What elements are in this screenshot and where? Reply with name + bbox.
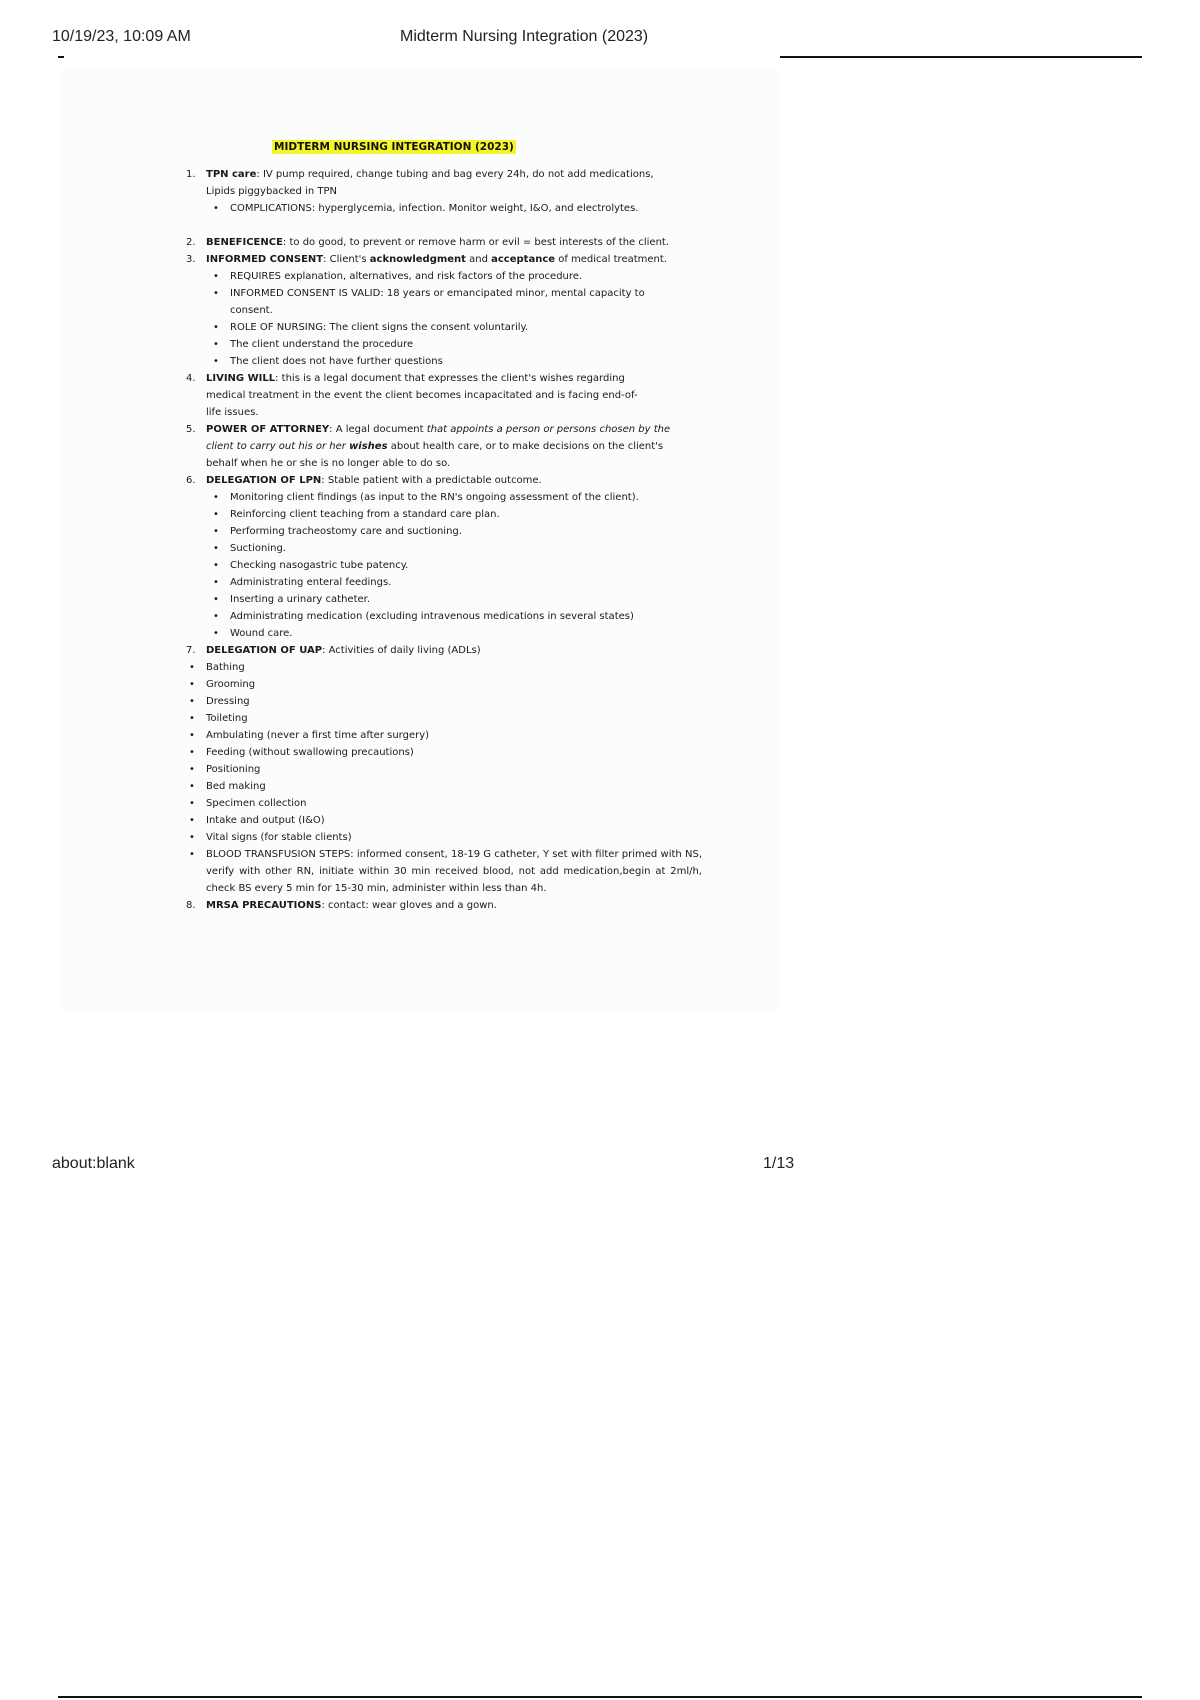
term: TPN care	[206, 169, 257, 180]
item-number: 6.	[186, 475, 196, 486]
bullet-icon: •	[213, 288, 219, 299]
term: BENEFICENCE	[206, 237, 283, 248]
item-number: 2.	[186, 237, 196, 248]
bullet-icon: •	[213, 611, 219, 622]
bullet-item	[206, 489, 702, 506]
bullet-item	[182, 829, 702, 846]
bullet-item	[182, 710, 702, 727]
print-header-title: Midterm Nursing Integration (2023)	[400, 28, 649, 45]
bullet-icon: •	[213, 594, 219, 605]
bullet-item	[206, 608, 702, 625]
bullet-text: Administrating enteral feedings.	[230, 577, 392, 588]
bullet-text: Inserting a urinary catheter.	[230, 594, 371, 605]
list-item-informed-consent	[182, 251, 702, 370]
bullet-item	[182, 676, 702, 693]
bullet-item-blood-transfusion	[182, 846, 702, 897]
bullet-text: INFORMED CONSENT IS VALID: 18 years or emancipated minor, mental capacity to	[230, 288, 645, 299]
bullet-icon: •	[213, 628, 219, 639]
bullet-text: Suctioning.	[230, 543, 286, 554]
bullet-item	[206, 353, 702, 370]
bullet-icon: •	[189, 815, 195, 826]
definition: : Activities of daily living (ADLs)	[322, 645, 481, 656]
header-tick-mark	[58, 56, 64, 58]
bullet-icon: •	[213, 492, 219, 503]
definition-cont: life issues.	[206, 407, 259, 418]
emphasis: acknowledgment	[369, 254, 466, 265]
definition-cont: Lipids piggybacked in TPN	[206, 186, 337, 197]
definition: : contact: wear gloves and a gown.	[321, 900, 497, 911]
definition-italic: that appoints a person or persons chosen by the	[426, 424, 671, 435]
bullet-icon: •	[213, 339, 219, 350]
definition: : A legal document	[329, 424, 427, 435]
bullet-item	[182, 795, 702, 812]
bullet-item	[206, 574, 702, 591]
bullet-text: Monitoring client findings (as input to the RN's ongoing assessment of the client).	[230, 492, 639, 503]
bullet-text: Bathing	[206, 662, 245, 673]
bullet-icon: •	[189, 662, 195, 673]
bullet-icon: •	[213, 203, 219, 214]
bullet-item	[182, 761, 702, 778]
list-item-living-will	[182, 370, 702, 421]
bullet-icon: •	[213, 560, 219, 571]
item-number: 7.	[186, 645, 196, 656]
bullet-item	[182, 744, 702, 761]
document-title: MIDTERM NURSING INTEGRATION (2023)	[274, 141, 514, 153]
list-item-delegation-lpn	[182, 472, 702, 642]
list-item-tpn	[182, 166, 702, 217]
bullet-item	[182, 812, 702, 829]
list-item-power-of-attorney	[182, 421, 702, 472]
bullet-item	[182, 778, 702, 795]
definition-italic: client to carry out his or her	[206, 441, 350, 452]
term: MRSA PRECAUTIONS	[206, 900, 322, 911]
emphasis: wishes	[349, 441, 388, 452]
definition: of medical treatment.	[555, 254, 667, 265]
bullet-text: Toileting	[206, 713, 248, 724]
bullet-item	[182, 693, 702, 710]
header-rule	[780, 56, 1142, 58]
bullet-text: The client understand the procedure	[230, 339, 414, 350]
list-item-delegation-uap	[182, 642, 702, 659]
item-number: 4.	[186, 373, 196, 384]
bullet-item	[206, 591, 702, 608]
bullet-icon: •	[213, 577, 219, 588]
print-page-number: 1/13	[763, 1155, 795, 1172]
bullet-icon: •	[213, 543, 219, 554]
definition: : Stable patient with a predictable outcome.	[321, 475, 542, 486]
bullet-icon: •	[189, 679, 195, 690]
bullet-icon: •	[189, 730, 195, 741]
bullet-text: Feeding (without swallowing precautions)	[206, 747, 414, 758]
print-datetime: 10/19/23, 10:09 AM	[52, 28, 191, 45]
bullet-text: Intake and output (I&O)	[206, 815, 325, 826]
bullet-text: Dressing	[206, 696, 250, 707]
bullet-icon: •	[213, 509, 219, 520]
bullet-text: BLOOD TRANSFUSION STEPS: informed consent, 18-19 G catheter, Y set with filter primed with NS, verify with other RN, initiate within 30 min received blood, not add medication,begin at 2ml/h, check BS every 5 min for 15-30 min, administer within less than 4h.	[206, 849, 702, 894]
definition: : this is a legal document that expresses the client's wishes regarding	[275, 373, 625, 384]
bullet-icon: •	[189, 713, 195, 724]
bullet-text: The client does not have further questions	[230, 356, 443, 367]
bullet-item	[206, 557, 702, 574]
bullet-text: Wound care.	[230, 628, 293, 639]
print-footer-url: about:blank	[52, 1155, 135, 1172]
definition-cont: medical treatment in the event the client becomes incapacitated and is facing end-of-	[206, 390, 638, 401]
bullet-text: Performing tracheostomy care and suctioning.	[230, 526, 462, 537]
bullet-text: Ambulating (never a first time after surgery)	[206, 730, 430, 741]
document-content	[182, 166, 702, 914]
definition: : Client's	[323, 254, 370, 265]
bullet-icon: •	[189, 849, 195, 860]
bullet-icon: •	[189, 747, 195, 758]
item-number: 1.	[186, 169, 196, 180]
bullet-item	[206, 523, 702, 540]
item-number: 8.	[186, 900, 196, 911]
bullet-text: ROLE OF NURSING: The client signs the consent voluntarily.	[230, 322, 529, 333]
bullet-item	[206, 625, 702, 642]
bullet-text: Positioning	[206, 764, 261, 775]
bullet-item	[206, 336, 702, 353]
bullet-icon: •	[189, 832, 195, 843]
list-item-beneficence	[182, 234, 702, 251]
bullet-icon: •	[189, 798, 195, 809]
bullet-icon: •	[189, 781, 195, 792]
bullet-item	[206, 540, 702, 557]
bullet-icon: •	[189, 696, 195, 707]
bullet-text: consent.	[230, 305, 273, 316]
bullet-text: Grooming	[206, 679, 256, 690]
bullet-text: Specimen collection	[206, 798, 307, 809]
bullet-item	[206, 268, 702, 285]
bullet-icon: •	[213, 322, 219, 333]
list-item-mrsa	[182, 897, 702, 914]
definition: : to do good, to prevent or remove harm or evil = best interests of the client.	[282, 237, 670, 248]
bullet-item	[206, 319, 702, 336]
definition: : IV pump required, change tubing and bag every 24h, do not add medications,	[256, 169, 654, 180]
bullet-text: Bed making	[206, 781, 266, 792]
bullet-text: Vital signs (for stable clients)	[206, 832, 352, 843]
bullet-text: Checking nasogastric tube patency.	[230, 560, 409, 571]
item-number: 5.	[186, 424, 196, 435]
bullet-item	[206, 285, 702, 319]
bullet-item	[206, 506, 702, 523]
bullet-icon: •	[213, 526, 219, 537]
bullet-icon: •	[213, 271, 219, 282]
term: INFORMED CONSENT	[206, 254, 324, 265]
bullet-item	[182, 659, 702, 676]
bullet-text: Reinforcing client teaching from a standard care plan.	[230, 509, 500, 520]
emphasis: acceptance	[491, 254, 556, 265]
definition: and	[465, 254, 492, 265]
bullet-text: REQUIRES explanation, alternatives, and risk factors of the procedure.	[230, 271, 583, 282]
bullet-text: COMPLICATIONS: hyperglycemia, infection. Monitor weight, I&O, and electrolytes.	[230, 203, 639, 214]
term: DELEGATION OF UAP	[206, 645, 323, 656]
term: LIVING WILL	[206, 373, 276, 384]
footer-rule	[58, 1696, 1142, 1698]
term: POWER OF ATTORNEY	[206, 424, 330, 435]
bullet-text: Administrating medication (excluding intravenous medications in several states)	[230, 611, 634, 622]
bullet-item	[182, 727, 702, 744]
term: DELEGATION OF LPN	[206, 475, 322, 486]
bullet-item	[206, 200, 702, 217]
bullet-icon: •	[189, 764, 195, 775]
bullet-icon: •	[213, 356, 219, 367]
item-number: 3.	[186, 254, 196, 265]
definition: about health care, or to make decisions on the client's	[387, 441, 664, 452]
definition-cont: behalf when he or she is no longer able to do so.	[206, 458, 451, 469]
